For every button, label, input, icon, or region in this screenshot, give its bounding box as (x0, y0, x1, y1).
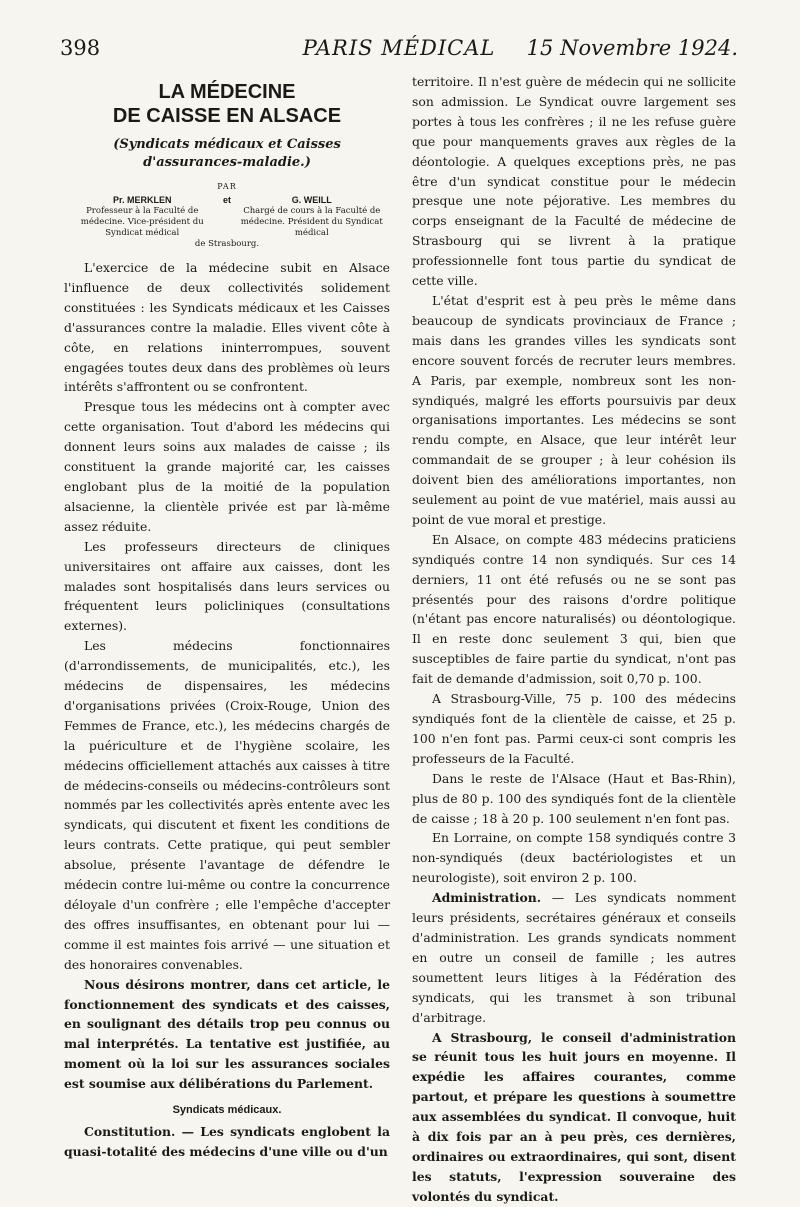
paragraph: Les professeurs directeurs de cliniques universitaires ont affaire aux caisses, dont les malades sont hospitalisés dans leurs services ou fréquentent leurs policliniques (consultations externes). (64, 538, 390, 634)
paragraph: A Strasbourg, le conseil d'administration se réunit tous les huit jours en moyenne. Il expédie les affaires courantes, comme partout, et prépare les questions à soumettre aux assemblées du syndicat. Il convoque, huit à dix fois par an à peu près, ces dernières, ordinaires ou extraordinaires, qui sont, disent les statuts, l'expression souveraine des volontés du syndicat. (412, 1029, 736, 1204)
paragraph: territoire. Il n'est guère de médecin qui ne sollicite son admission. Le Syndicat ouvre largement ses portes à tous les confrères ; il ne les refuse guère que pour manquements graves aux règles de la déontologie. A quelques exceptions près, ne pas être d'un syndicat constitue pour le médecin presque une note péjorative. Les membres du corps enseignant de la Faculté de médecine de Strasbourg qui se livrent à la pratique professionnelle font tous partie du syndicat de cette ville. (412, 74, 736, 289)
article-subtitle: (Syndicats médicaux et Caisses d'assurances-maladie.) (113, 137, 341, 170)
left-column (64, 72, 390, 1162)
intro-bold-paragraph: Nous désirons montrer, dans cet article, le fonctionnement des syndicats et des caisses, en soulignant des détails trop peu connus ou mal interprétés. La tentative est justifiée, au moment où la loi sur les assurances sociales est soumise aux délibérations du Parlement. (64, 976, 390, 1092)
author-2-name: G. WEILL (291, 195, 332, 205)
paragraph: En Alsace, on compte 483 médecins praticiens syndiqués contre 14 non syndiqués. Sur ces 14 derniers, 11 ont été refusés ou ne se sont pas présentés pour des raisons d'ordre politique (n'étant pas encore naturalisés) ou déontologique. Il en reste donc seulement 3 qui, bien que susceptibles de faire partie du syndicat, n'ont pas fait de demande d'admission, soit 0,70 p. 100. (412, 531, 736, 687)
constitution-label: Constitution. (84, 1124, 176, 1140)
administration-text: — Les syndicats nomment leurs présidents, secrétaires généraux et conseils d'administration. Les grands syndicats nomment en outre un conseil de famille ; les autres soumettent leurs litiges à la Fédération des syndicats, qui les transmet à son tribunal d'arbitrage. (412, 890, 736, 1025)
constitution-paragraph (64, 1122, 390, 1162)
page-number: 398 (60, 36, 101, 60)
article-title-line-1: LA MÉDECINE (158, 81, 296, 103)
author-1-name: Pr. MERKLEN (112, 195, 172, 205)
paragraph: En Lorraine, on compte 158 syndiqués contre 3 non-syndiqués (deux bactériologistes et un neurologiste), soit environ 2 p. 100. (412, 830, 736, 886)
article-title (64, 80, 390, 128)
section-heading: Syndicats médicaux. (172, 1104, 282, 1117)
paragraph: L'état d'esprit est à peu près le même dans beaucoup de syndicats provinciaux de France ; mais dans les grandes villes les syndicats sont encore souvent forcés de recruter leurs membres. A Paris, par exemple, nombreux sont les non-syndiqués, malgré les efforts poursuivis par deux organisations importantes. Les médecins se sont rendu compte, en Alsace, que leur intérêt leur commandait de se grouper ; à leur cohésion ils doivent bien des améliorations importantes, non seulement au point de vue matériel, mais aussi au point de vue moral et prestige. (412, 292, 736, 527)
author-2-role: Chargé de cours à la Faculté de médecine. Président du Syndicat médical (240, 206, 383, 238)
authors-block (64, 195, 390, 239)
paragraph: Dans le reste de l'Alsace (Haut et Bas-Rhin), plus de 80 p. 100 des syndiqués font de la clientèle de caisse ; 18 à 20 p. 100 seulement n'en font pas. (412, 770, 736, 826)
byline-par: PAR (217, 182, 237, 191)
paragraph: Presque tous les médecins ont à compter avec cette organisation. Tout d'abord les médecins qui donnent leurs soins aux malades de caisse ; ils constituent la grande majorité car, les caisses englobant plus de la moitié de la population alsacienne, la clientèle privée est par là-même assez réduite. (64, 399, 390, 534)
administration-label: Administration. (432, 890, 542, 906)
author-2 (234, 195, 390, 239)
issue-date: 15 Novembre 1924. (526, 36, 738, 60)
running-header (60, 30, 738, 64)
author-1 (64, 195, 220, 239)
paragraph: Les médecins fonctionnaires (d'arrondissements, de municipalités, etc.), les médecins de dispensaires, les médecins d'organisations privées (Croix-Rouge, Union des Femmes de France, etc.), les médecins chargés de la puériculture et de l'hygiène scolaire, les médecins officiellement attachés aux caisses à titre de médecins-conseils ou médecins-contrôleurs sont nommés par les collectivités après entente avec les syndicats, qui discutent et fixent les conditions de leurs contrats. Cette pratique, qui peut sembler absolue, présente l'avantage de défendre le médecin contre lui-même ou contre la concurrence déloyale d'un confrère ; elle l'empêche d'accepter des offres insuffisantes, en obtenant pour lui — comme il est maintes fois arrivé — une situation et des honoraires convenables. (64, 638, 390, 972)
author-city: de Strasbourg. (194, 239, 260, 249)
journal-title: PARIS MÉDICAL (302, 36, 496, 60)
administration-paragraph (412, 888, 736, 1027)
article-title-line-2: DE CAISSE EN ALSACE (112, 105, 342, 127)
right-column (412, 72, 736, 1207)
author-1-role: Professeur à la Faculté de médecine. Vice-président du Syndicat médical (80, 206, 204, 238)
paragraph: L'exercice de la médecine subit en Alsace l'influence de deux collectivités solidement constituées : les Syndicats médicaux et les Caisses d'assurances contre la maladie. Elles vivent côte à côte, en relations ininterrompues, souvent engagées toutes deux dans des problèmes où leurs intérêts s'affrontent ou se confrontent. (64, 260, 390, 395)
author-conjunction: et (222, 195, 231, 205)
constitution-text: — Les syndicats englobent la quasi-totalité des médecins d'une ville ou d'un (64, 1124, 390, 1159)
paragraph: A Strasbourg-Ville, 75 p. 100 des médecins syndiqués font de la clientèle de caisse, et 25 p. 100 n'en font pas. Parmi ceux-ci sont compris les professeurs de la Faculté. (412, 691, 736, 766)
